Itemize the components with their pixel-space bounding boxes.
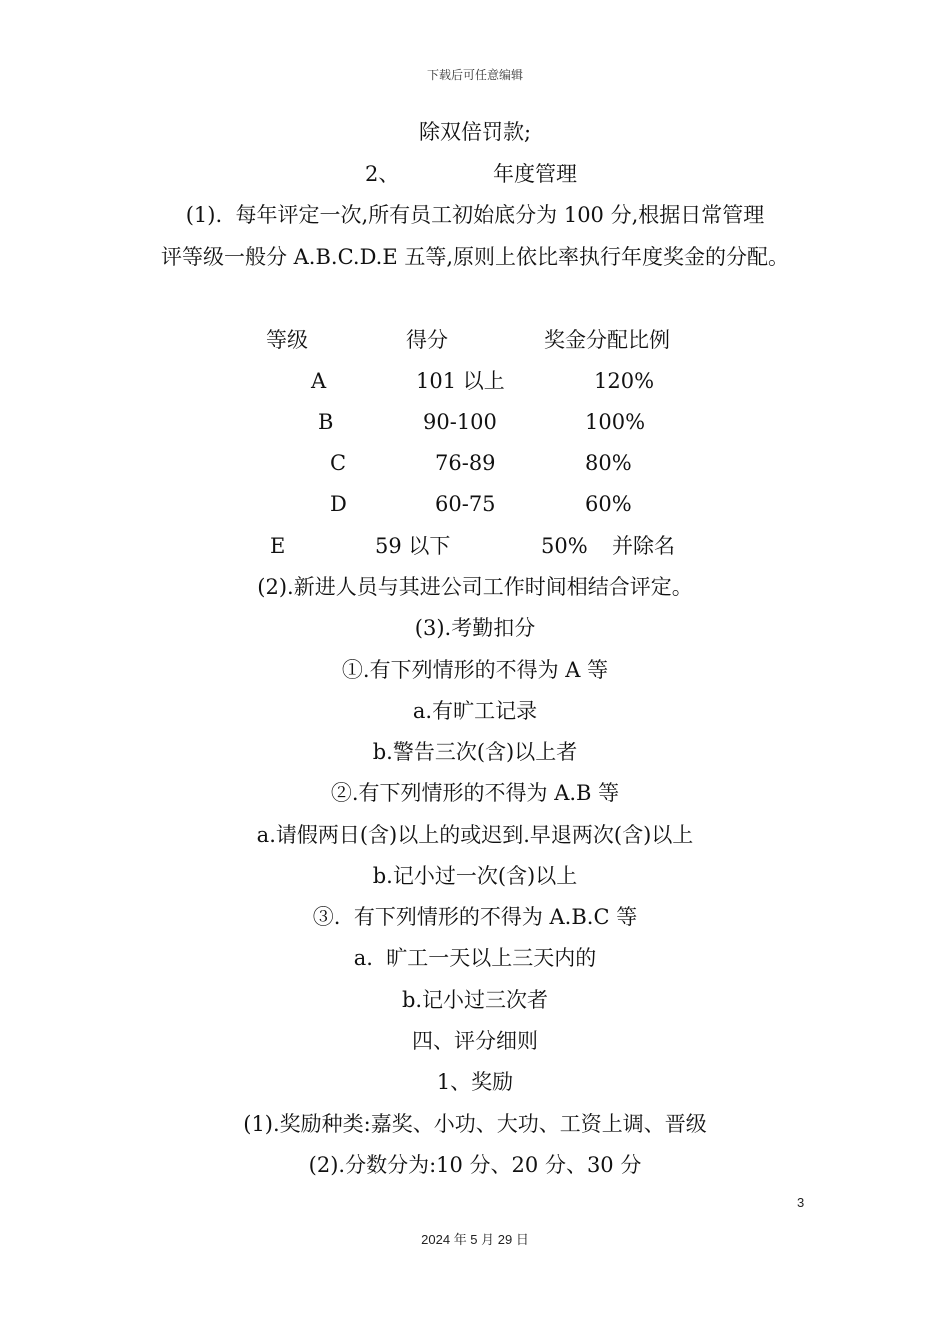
table-cell: 100% [585,410,646,434]
text-line: b.记小过三次者 [401,988,549,1012]
table-cell: 120% [594,369,655,393]
table-cell: 50% [541,534,588,558]
text-line: 除双倍罚款; [418,120,532,144]
text-line: ②.有下列情形的不得为 A.B 等 [330,781,620,805]
text-line: a.有旷工记录 [412,699,538,723]
text-line: b.记小过一次(含)以上 [372,864,578,888]
table-cell: E [270,534,286,558]
section-number: 2、 [365,162,400,186]
text-line: ③. 有下列情形的不得为 A.B.C 等 [312,905,638,929]
subsection-heading: 1、奖励 [436,1070,514,1094]
text-line: 评等级一般分 A.B.C.D.E 五等,原则上依比率执行年度奖金的分配。 [160,245,790,269]
text-line: a. 旷工一天以上三天内的 [353,946,597,970]
table-cell: 90-100 [423,410,497,434]
table-cell: 59 以下 [375,534,451,558]
text-line: (1).奖励种类:嘉奖、小功、大功、工资上调、晋级 [243,1112,707,1136]
table-header-bonus: 奖金分配比例 [544,328,670,352]
text-line: (3).考勤扣分 [414,616,536,640]
table-header-grade: 等级 [266,328,308,352]
text-line: ①.有下列情形的不得为 A 等 [341,658,609,682]
text-line: (1). 每年评定一次,所有员工初始底分为 100 分,根据日常管理 [185,203,765,227]
text-line: (2).分数分为:10 分、20 分、30 分 [308,1153,642,1177]
table-cell-note: 并除名 [612,534,675,558]
table-cell: 60% [585,492,632,516]
table-cell: 101 以上 [416,369,505,393]
table-cell: 60-75 [435,492,496,516]
section-title: 年度管理 [493,162,577,186]
table-cell: A [311,369,327,393]
text-line: (2).新进人员与其进公司工作时间相结合评定。 [257,575,693,599]
table-cell: D [330,492,347,516]
table-cell: 80% [585,451,632,475]
text-line: a.请假两日(含)以上的或迟到.早退两次(含)以上 [256,823,694,847]
footer-date: 2024 年 5 月 29 日 [421,1232,529,1247]
section-heading: 四、评分细则 [412,1029,538,1053]
page-number: 3 [797,1195,805,1210]
page-header: 下载后可任意编辑 [426,68,523,82]
table-cell: B [318,410,334,434]
table-header-score: 得分 [406,328,448,352]
table-cell: C [330,451,347,475]
table-cell: 76-89 [435,451,496,475]
text-line: b.警告三次(含)以上者 [372,740,578,764]
